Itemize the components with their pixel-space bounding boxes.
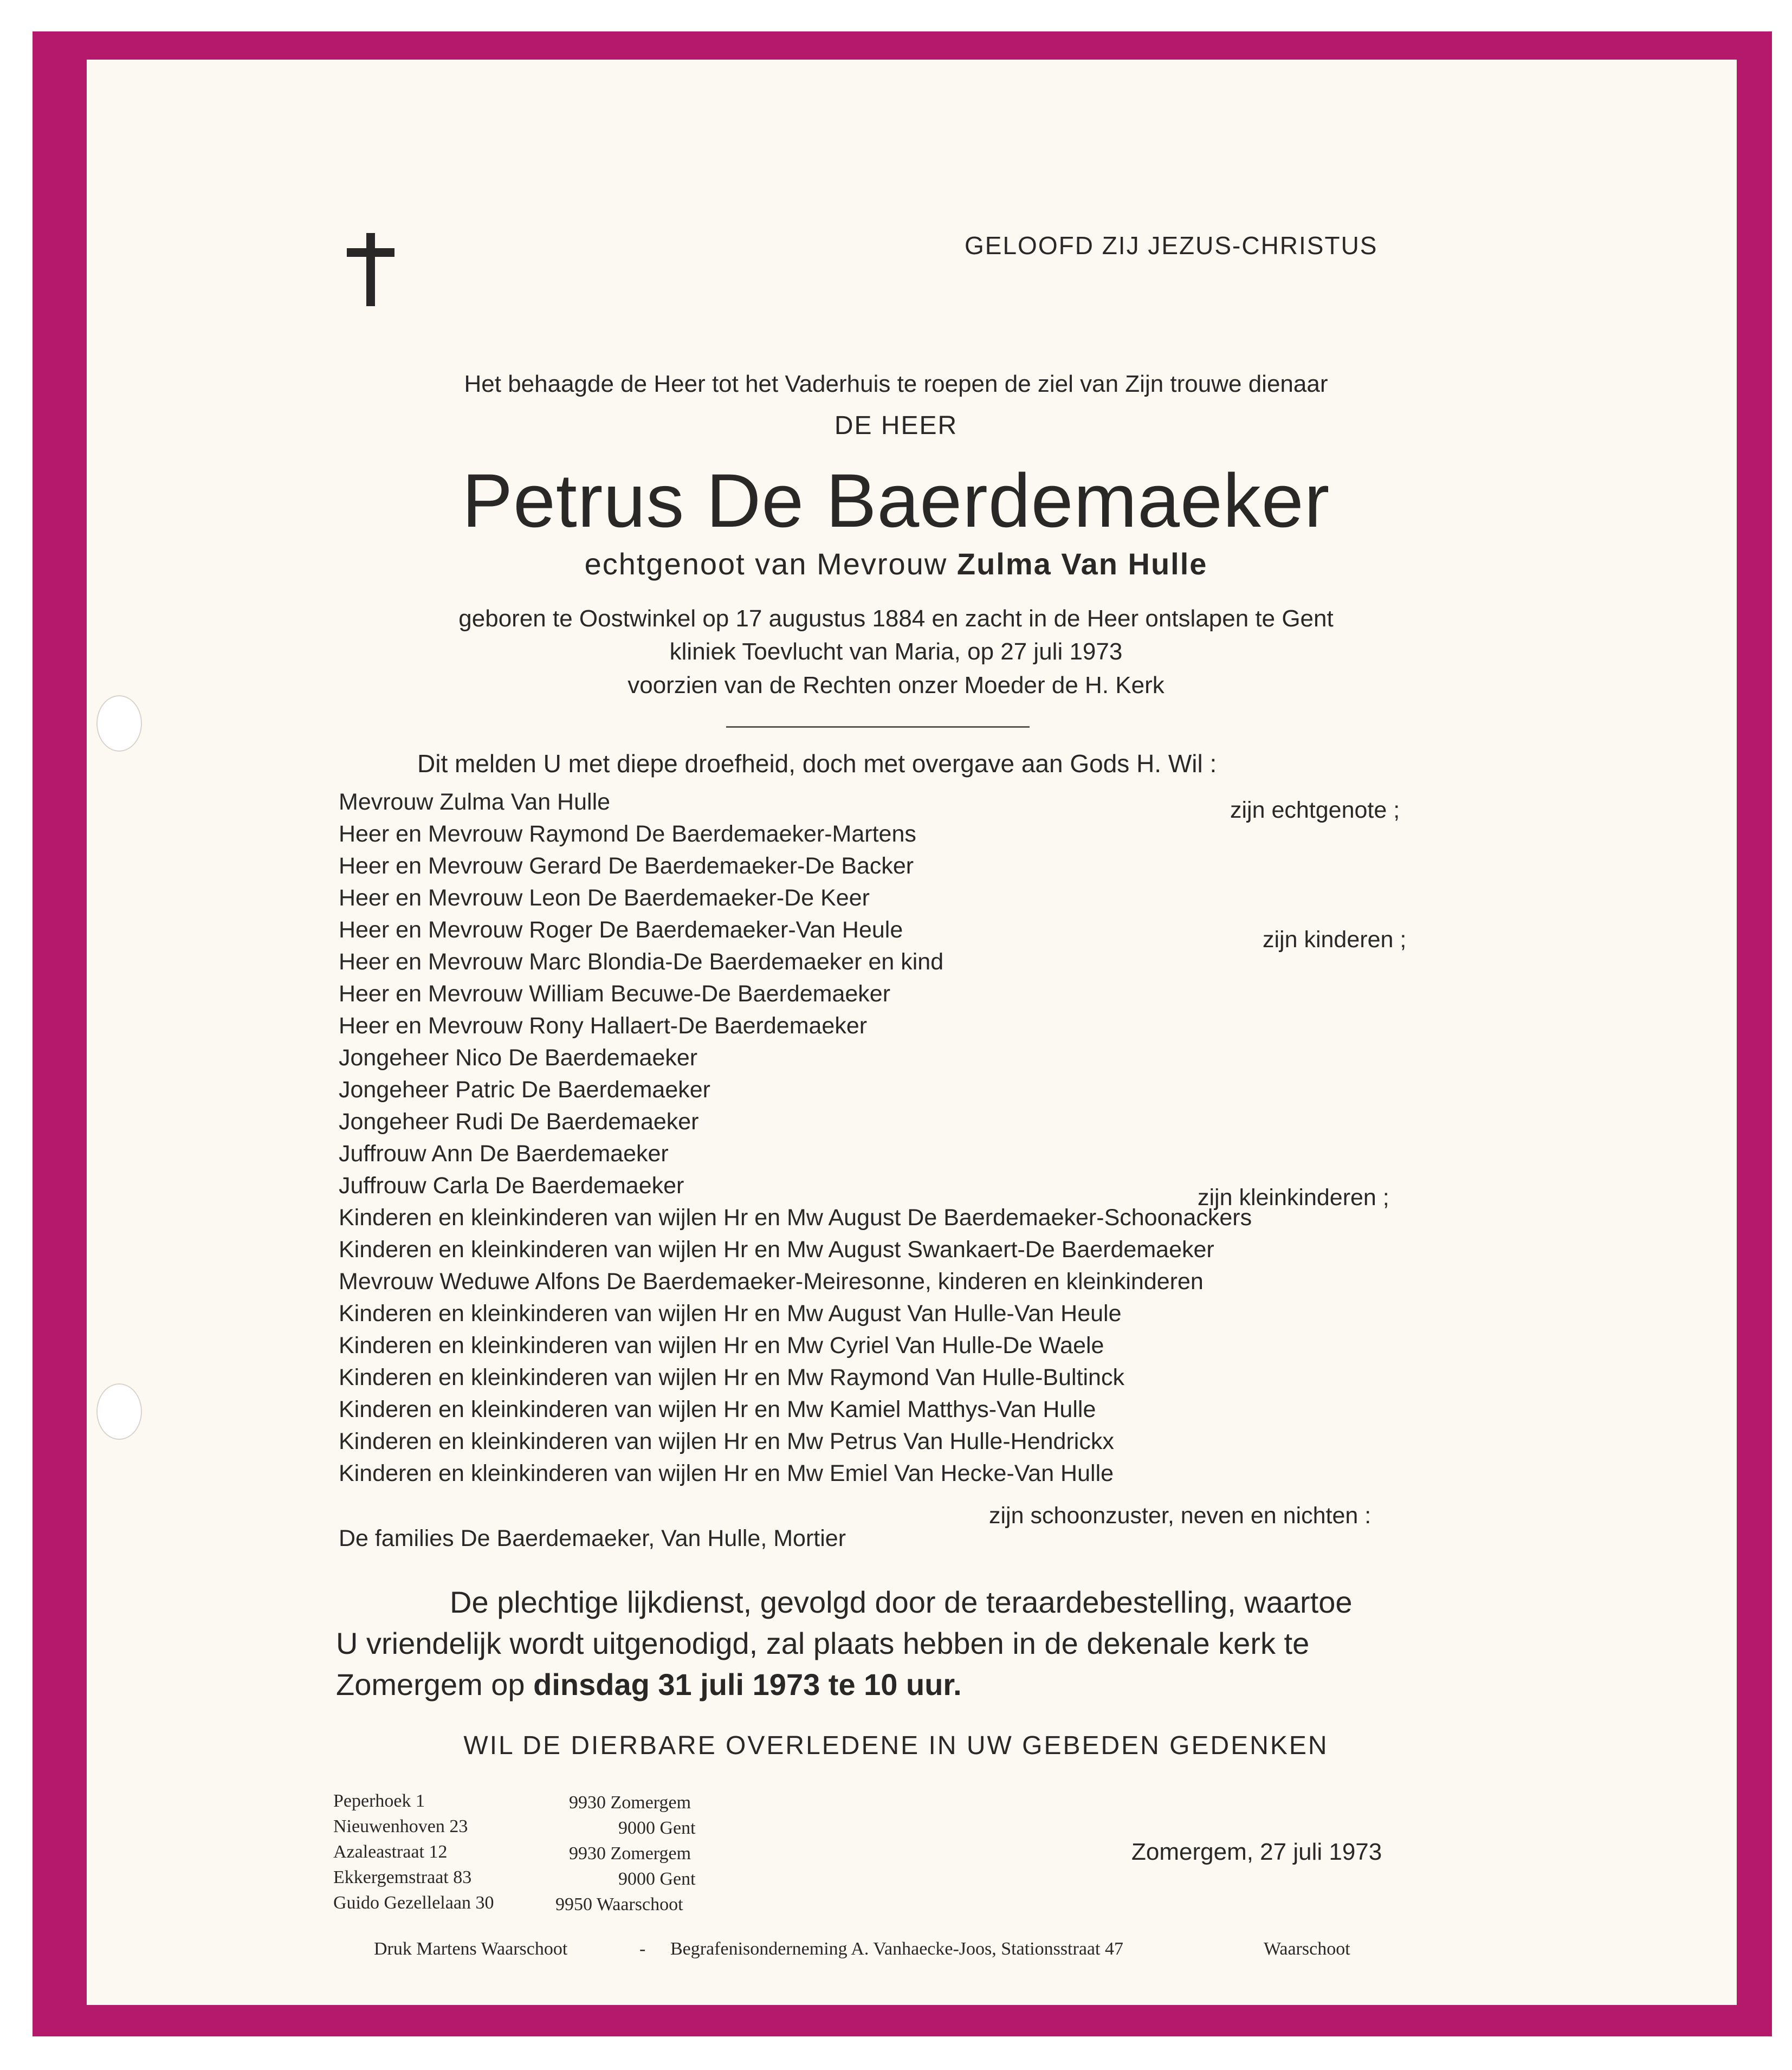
honorific-title: DE HEER [834,411,958,440]
announcement-text: Dit melden U met diepe droefheid, doch met overgave aan Gods H. Wil : [417,749,1217,778]
family-member: Heer en Mevrouw Leon De Baerdemaeker-De Keer [339,885,870,911]
family-member: Mevrouw Weduwe Alfons De Baerdemaeker-Meiresonne, kinderen en kleinkinderen [339,1269,1204,1295]
family-member: Jongeheer Rudi De Baerdemaeker [339,1109,699,1135]
ceremony-line: De plechtige lijkdienst, gevolgd door de teraardebestelling, waartoe [450,1585,1353,1619]
death-line: kliniek Toevlucht van Maria, op 27 juli 1973 [669,638,1123,665]
spouse-prefix: echtgenoot van Mevrouw [584,547,948,581]
birth-line: geboren te Oostwinkel op 17 augustus 1884 en zacht in de Heer ontslapen te Gent [458,605,1334,632]
address-postal: 9930 Zomergem [569,1843,691,1864]
printer-separator: - [639,1939,646,1959]
family-member: Juffrouw Ann De Baerdemaeker [339,1141,669,1167]
funeral-home: Begrafenisonderneming A. Vanhaecke-Joos, Stationsstraat 47 [670,1939,1123,1959]
family-member: Heer en Mevrouw Gerard De Baerdemaeker-De Backer [339,853,914,879]
address-postal: 9930 Zomergem [569,1793,691,1813]
spouse-line [0,546,1792,581]
sacraments-line: voorzien van de Rechten onzer Moeder de H. Kerk [627,672,1165,698]
family-member: Juffrouw Carla De Baerdemaeker [339,1173,684,1199]
address-postal: 9000 Gent [618,1818,696,1838]
family-member: Heer en Mevrouw Rony Hallaert-De Baerdemaeker [339,1013,868,1039]
role-spouse: zijn echtgenote ; [1230,797,1400,823]
printer-town: Waarschoot [1264,1939,1350,1959]
role-children: zijn kinderen ; [1263,927,1407,953]
address-street: Ekkergemstraat 83 [333,1867,472,1887]
family-member: Mevrouw Zulma Van Hulle [339,789,611,815]
family-member: Heer en Mevrouw Marc Blondia-De Baerdemaeker en kind [339,949,944,975]
address-street: Guido Gezellelaan 30 [333,1893,494,1913]
address-postal: 9950 Waarschoot [555,1894,683,1914]
family-member: Jongeheer Nico De Baerdemaeker [339,1045,698,1071]
punch-hole-top [96,695,142,752]
cross-icon [347,233,394,306]
family-member: Heer en Mevrouw Roger De Baerdemaeker-Van Heule [339,917,903,943]
family-member: Heer en Mevrouw William Becuwe-De Baerdemaeker [339,981,891,1007]
role-relatives: zijn schoonzuster, neven en nichten : [989,1503,1372,1529]
printer-name: Druk Martens Waarschoot [374,1939,568,1959]
family-member: Kinderen en kleinkinderen van wijlen Hr en Mw Cyriel Van Hulle-De Waele [339,1332,1104,1359]
ceremony-place: Zomergem op [336,1667,525,1702]
family-member: Heer en Mevrouw Raymond De Baerdemaeker-Martens [339,821,916,847]
family-member: Kinderen en kleinkinderen van wijlen Hr en Mw Emiel Van Hecke-Van Hulle [339,1460,1114,1486]
intro-text: Het behaagde de Heer tot het Vaderhuis te roepen de ziel van Zijn trouwe dienaar [464,371,1328,397]
address-street: Azaleastraat 12 [333,1842,448,1862]
place-date: Zomergem, 27 juli 1973 [1131,1839,1382,1865]
spouse-name: Zulma Van Hulle [956,547,1208,581]
family-member: Kinderen en kleinkinderen van wijlen Hr en Mw Kamiel Matthys-Van Hulle [339,1396,1096,1422]
remembrance-text: WIL DE DIERBARE OVERLEDENE IN UW GEBEDEN GEDENKEN [463,1731,1329,1760]
obituary-card [87,60,1737,2005]
family-member: Kinderen en kleinkinderen van wijlen Hr en Mw August Swankaert-De Baerdemaeker [339,1237,1214,1263]
address-street: Nieuwenhoven 23 [333,1816,468,1836]
role-grandchildren: zijn kleinkinderen ; [1198,1185,1389,1211]
divider-line [726,726,1030,728]
ceremony-datetime: dinsdag 31 juli 1973 te 10 uur. [533,1667,962,1702]
address-postal: 9000 Gent [618,1869,696,1889]
family-member: Kinderen en kleinkinderen van wijlen Hr en Mw Raymond Van Hulle-Bultinck [339,1364,1124,1390]
ceremony-line: U vriendelijk wordt uitgenodigd, zal plaats hebben in de dekenale kerk te [336,1626,1310,1660]
family-member: Kinderen en kleinkinderen van wijlen Hr en Mw August De Baerdemaeker-Schoonackers [339,1205,1252,1231]
punch-hole-bottom [96,1383,142,1440]
family-member: De families De Baerdemaeker, Van Hulle, Mortier [339,1525,846,1551]
family-member: Kinderen en kleinkinderen van wijlen Hr en Mw August Van Hulle-Van Heule [339,1301,1122,1327]
deceased-name: Petrus De Baerdemaeker [462,458,1330,543]
header-motto: GELOOFD ZIJ JEZUS-CHRISTUS [965,231,1378,260]
ceremony-date-line [336,1667,962,1702]
address-street: Peperhoek 1 [333,1791,425,1811]
family-member: Jongeheer Patric De Baerdemaeker [339,1077,710,1103]
family-member: Kinderen en kleinkinderen van wijlen Hr en Mw Petrus Van Hulle-Hendrickx [339,1428,1114,1454]
